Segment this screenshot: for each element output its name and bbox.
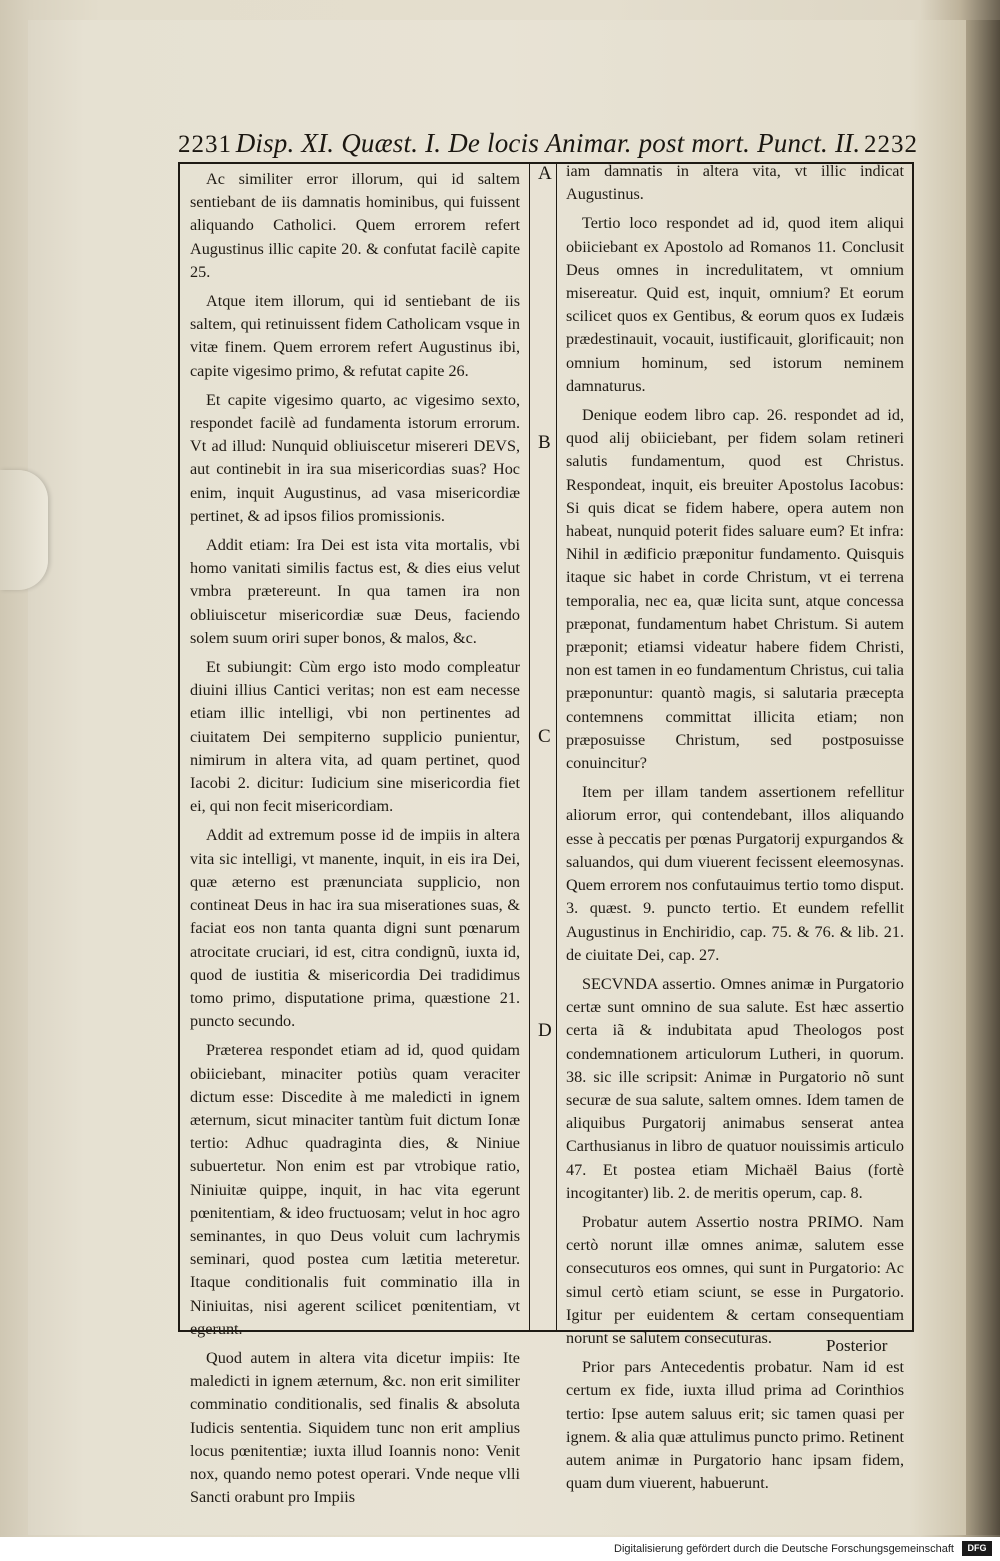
margin-letter-c: C xyxy=(538,726,551,747)
binding-shadow xyxy=(966,20,1000,1535)
margin-letter-a: A xyxy=(538,163,552,184)
page-header xyxy=(178,128,918,164)
margin-letter-d: D xyxy=(538,1020,552,1041)
paragraph: Denique eodem libro cap. 26. respondet ad id, quod alij obiiciebant, per fidem solam retineri salutis fundamentum, quod est Christus. Respondeat, inquit, eis breuiter Apostolus Iacobus: Si quis dicat se fidem habere, opera autem non habeat, nunquid poterit fides saluare eum? Et infra: Nihil in ædificio præponitur fundamento. Quisquis itaque sic habet in corde Christum, vt ei terrena temporalia, nec ea, quæ licita sunt, atque concessa præponat, fundamentum habet Christum. Si autem præponit; etiamsi videatur habere fidem Christi, non est tamen in eo fundamentum Christus, cui talia præponuntur: quantò magis, si salutaria præcepta contemnens committat illicita etiam; non præposuisse Christum, sed postposuisse conuincitur? xyxy=(566,406,904,773)
dfg-logo-icon: DFG xyxy=(962,1541,992,1556)
left-column xyxy=(190,168,520,1515)
paragraph: Addit etiam: Ira Dei est ista vita mortalis, vbi homo vanitati similis factus est, & dies eius velut vmbra prætereunt. In qua tamen ira non obliuiscetur misericordiæ suæ Deus, faciendo solem suum oriri super bonos, & malos, &c. xyxy=(190,536,520,647)
footer-credit: Digitalisierung gefördert durch die Deutsche Forschungsgemeinschaft xyxy=(614,1543,954,1555)
paragraph: Addit ad extremum posse id de impiis in altera vita sic intelligi, vt manente, inquit, in eis ira Dei, quæ æterno est prænunciata supplicio, non contineat Deus in hac ira sua miserationes suas, & faciat eos non tanta quanta digni sunt pœnarum atrocitate cruciari, id est, citra condignũ, iuxta id, quod de iustitia & misericordia Dei tradidimus tomo primo, disputatione prima, quæstione 21. puncto secundo. xyxy=(190,826,520,1031)
paragraph: Item per illam tandem assertionem refellitur aliorum error, qui contendebant, illos aliquando esse à peccatis per pœnas Purgatorij expurgandos & saluandos, qui dum viuerent fecissent eleemosynas. Quem errorem nos confutauimus tertio tomo disput. 3. quæst. 9. puncto tertio. Et eundem refellit Augustinus in Enchiridio, cap. 75. & 76. & lib. 21. de ciuitate Dei, cap. 27. xyxy=(566,783,904,964)
paragraph: Præterea respondet etiam ad id, quod quidam obiiciebant, minaciter potiùs quam veraciter dictum esse: Discedite à me maledicti in ignem æternum, sicut minaciter tantùm fuit dictum Ionæ tertio: Adhuc quadraginta dies, & Niniue subuertetur. Non enim est par vtrobique ratio, Niniuitæ quippe, inquit, in hac vita egerunt pœnitentiam, & ideo fructuosam; velut in hoc agro seminantes, in quo Deus voluit cum lachrymis seminari, quod postea cum lætitia meteretur. Itaque conditionalis fuit comminatio illa in Niniuitas, nisi agerent scilicet pœnitentiam, vt egerunt. xyxy=(190,1041,520,1338)
running-title: Disp. XI. Quæst. I. De locis Animar. post mort. Punct. II. xyxy=(235,128,861,158)
paragraph: Probatur autem Assertio nostra PRIMO. Nam certò norunt illæ omnes animæ, salutem esse consecuturos eos omnes, qui sunt in Purgatorio: Ac simul certò etiam sciunt, se esse in Purgatorio. Igitur per euidentem & certam consequentiam norunt se salutem consecuturas. xyxy=(566,1212,904,1347)
catchword: Posterior xyxy=(826,1336,888,1355)
digitization-footer xyxy=(0,1537,1000,1561)
page-number-left: 2231 xyxy=(178,131,232,158)
paragraph: Ac similiter error illorum, qui id saltem sentiebant de iis damnatis hominibus, qui fuissent aliquando Catholici. Quem errorem refert Augustinus illic capite 20. & confutat facilè capite 25. xyxy=(190,170,520,281)
page-clasp xyxy=(0,470,48,590)
paragraph: Quod autem in altera vita dicetur impiis: Ite maledicti in ignem æternum, &c. non erit similiter comminatio conditionalis, sed finalis & absoluta Iudicis sententia. Siquidem tunc non erit amplius locus pœnitentiæ; iuxta illud Ioannis nono: Venit nox, quando nemo potest operari. Vnde neque vlli Sancti orabunt pro Impiis xyxy=(190,1348,520,1507)
right-column xyxy=(566,160,904,1501)
paragraph: Prior pars Antecedentis probatur. Nam id est certum ex fide, iuxta illud prima ad Corinthios tertio: Ipse autem saluus erit; sic tamen quasi per ignem. & alia quæ attulimus puncto primo. Retinent autem animæ in Purgatorio hanc ipsam fidem, quam dum viuerent, habuerunt. xyxy=(566,1358,904,1493)
paragraph: Tertio loco respondet ad id, quod item aliqui obiiciebant ex Apostolo ad Romanos 11. Conclusit Deus omnes in incredulitatem, vt omnium misereatur. Quid est, inquit, omnium? Et eorum scilicet quos ex Gentibus, & eorum quos ex Iudæis prædestinauit, vocauit, iustificauit, glorificauit; non omnium hominum, sed istorum neminem damnaturus. xyxy=(566,214,904,395)
paragraph: Et subiungit: Cùm ergo isto modo compleatur diuini illius Cantici veritas; non est eam necesse etiam illic intelligi, vbi non pertinentes ad ciuitatem Dei sempiterno supplicio punientur, nimirum in altera vita, ad quam pertinet, quod Iacobi 2. dicitur: Iudicium sine misericordia fiet ei, qui non fecit misericordiam. xyxy=(190,658,520,816)
margin-letter-b: B xyxy=(538,432,551,453)
paragraph: Et capite vigesimo quarto, ac vigesimo sexto, respondet facilè ad fundamenta istorum errorum. Vt ad illud: Nunquid obliuiscetur misereri DEVS, aut continebit in ira sua misericordias suas? Hoc enim, inquit Augustinus, ad vasa misericordiæ pertinet, & ad ipsos filios promissionis. xyxy=(190,390,520,525)
paragraph: iam damnatis in altera vita, vt illic indicat Augustinus. xyxy=(566,162,904,204)
paragraph: Atque item illorum, qui id sentiebant de iis saltem, qui retinuissent fidem Catholicam vsque in vitæ finem. Quem errorem refert Augustinus ibi, capite vigesimo primo, & refutat capite 26. xyxy=(190,292,520,380)
paragraph: SECVNDA assertio. Omnes animæ in Purgatorio certæ sunt omnino de sua salute. Est hæc assertio certa iã & indubitata apud Theologos post condemnationem articulorum Lutheri, in quorum. 38. sic ille scripsit: Animæ in Purgatorio nõ sunt securæ de sua salute, saltem omnes. Idem tamen de aliquibus Purgatorij animabus senserat antea Carthusianus in libro de quatuor nouissimis articulo 47. Et postea etiam Michaël Baius (fortè incogitanter) lib. 2. de meritis operum, cap. 8. xyxy=(566,974,904,1202)
page-number-right: 2232 xyxy=(863,131,918,158)
